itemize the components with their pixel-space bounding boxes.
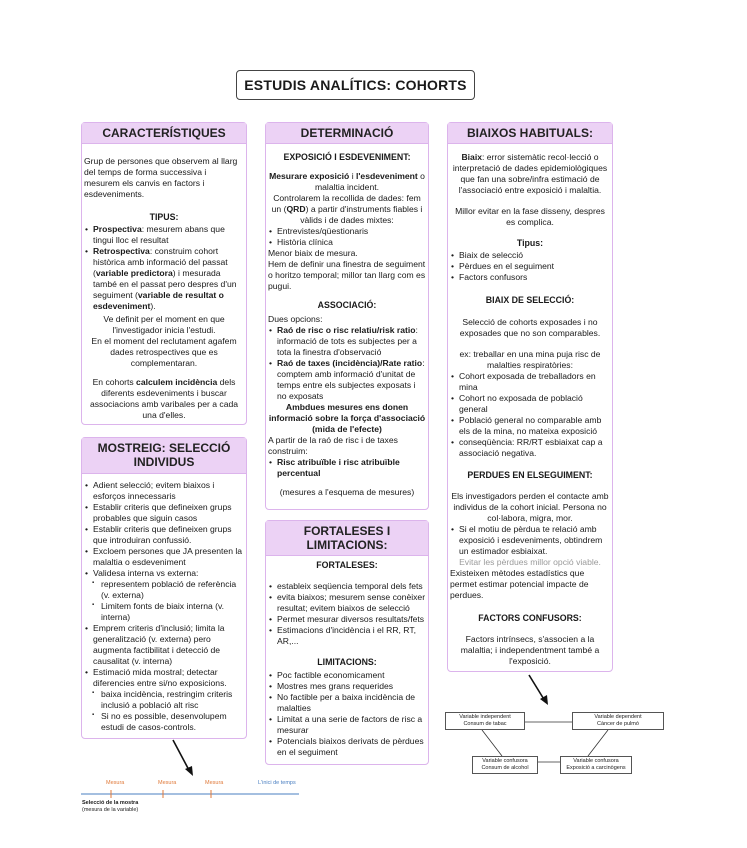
timeline-axis — [81, 788, 301, 800]
controlarem-text: Controlarem la recollida de dades: fem un (QRD) a partir d'instruments fiables i vàlids i de dades mixtes: — [271, 193, 423, 226]
card-heading: DETERMINACIÓ — [266, 123, 428, 144]
calcul-text: En cohorts calculem incidència dels diferents esdeveniments i buscar associacions amb varibales per a cada una d'elles. — [89, 377, 239, 421]
list-item: • Factors confusors — [450, 272, 610, 283]
apartir-text: A partir de la raó de risc i de taxes construim: — [268, 434, 398, 456]
timeline-caption: Selecció de la mostra (mesura de la variable) — [82, 800, 139, 814]
list-item: • Risc atribuïble i risc atribuïble percentual — [268, 457, 426, 479]
list-item: • Potencials biaixos derivats de pèrdues en el seguiment — [268, 736, 426, 758]
moment-text: Ve definit per el moment en que l'investigador inicia l'estudi. — [103, 314, 225, 336]
card-heading: CARACTERÍSTIQUES — [82, 123, 246, 144]
list-item: • Raó de risc o risc relatiu/risk ratio: informació de tots es subjectes per a tota la finestra d'observació — [268, 325, 426, 358]
list-item: • Emprem criteris d'inclusió; limita la generalització (v. externa) pero augmenta factibilitat i detecció de causalitat (v. interna) — [84, 623, 244, 667]
evitar-text: Evitar les pèrdues millor opció viable. — [459, 556, 601, 567]
diagram-box-confusora-2: Variable confusora Exposició a carcinògens — [560, 756, 632, 774]
list-item: • estableix seqüencia temporal dels fets — [268, 581, 426, 592]
list-item: • Entrevistes/qüestionaris — [268, 226, 426, 237]
diagram-box-dependent: Variable dependent Càncer de pulmó — [572, 712, 664, 730]
card-biaixos — [447, 122, 613, 672]
list-item: • Excloem persones que JA presenten la malaltia o esdeveniment — [84, 546, 244, 568]
limitacions-heading: LIMITACIONS: — [317, 657, 377, 668]
list-item: • Pèrdues en el seguiment — [450, 261, 610, 272]
esquema-text: (mesures a l'esquema de mesures) — [279, 486, 415, 497]
timeline-label: L'inici de temps — [258, 780, 296, 786]
perdues-heading: PERDUES EN ELSEGUIMENT: — [467, 469, 593, 480]
exposicio-heading: EXPOSICIÓ I ESDEVENIMENT: — [283, 152, 411, 162]
timeline-label: Mesura — [158, 780, 177, 786]
card-heading: MOSTREIG: SELECCIÓ INDIVIDUS — [82, 438, 246, 474]
list-item: ▪ Limitem fonts de biaix interna (v. interna) — [84, 601, 244, 623]
intro-text: Grup de persones que observem al llarg del temps de forma successiva i mesurem els canvis en factors i esdeveniments. — [84, 156, 238, 199]
confusors-heading: FACTORS CONFUSORS: — [478, 612, 582, 623]
millor-text: Millor evitar en la fase disseny, despres es complica. — [455, 206, 605, 227]
tipus-heading: Tipus: — [516, 238, 544, 248]
fortaleses-heading: FORTALESES: — [316, 560, 378, 570]
list-item: ▪ baixa incidència, restringim criteris inclusió a població alt risc — [84, 689, 244, 711]
card-heading: FORTALESES I LIMITACIONS: — [266, 521, 428, 556]
list-item: • Estimacions d'incidència i el RR, RT, AR,... — [268, 625, 426, 647]
diagram-box-independent: Variable independent Consum de tabac — [445, 712, 525, 730]
list-item: • Establir criteris que defineixen grups probables que siguin casos — [84, 502, 244, 524]
card-fortaleses — [265, 520, 429, 765]
list-item: • Mostres mes grans requerides — [268, 681, 426, 692]
associacio-heading: ASSOCIACIÓ: — [317, 300, 377, 311]
list-item: • No factible per a baixa incidència de malalties — [268, 692, 426, 714]
mesurare-text: Mesurare exposició i l'esdeveniment o malaltia incident. — [269, 171, 425, 193]
list-item: • Cohort exposada de treballadors en mina — [450, 371, 610, 393]
list-item: • Establir criteris que defineixen grups que introduiran confussió. — [84, 524, 244, 546]
list-item: • Història clínica — [268, 237, 426, 248]
timeline-label: Mesura — [205, 780, 224, 786]
existeixen-text: Existeixen mètodes estadístics que permet estimar potencial impacte de perdues. — [450, 567, 589, 600]
list-item: • Prospectiva: mesurem abans que tingui lloc el resultat — [84, 224, 244, 246]
arrow-icon — [170, 738, 196, 778]
list-item: • Raó de taxes (incidència)/Rate ratio: comptem amb informació d'unitat de temps entre els subjectes exposats i no exposats — [268, 358, 426, 402]
list-item: • Adient selecció; evitem biaixos i esforços innecessaris — [84, 480, 244, 502]
list-item: • conseqüència: RR/RT esbiaixat cap a associació negativa. — [450, 437, 610, 459]
biaix-def: Biaix: error sistemàtic recol·lecció o interpretació de dades epidemiològiques que fan una sobre/infra estimació de l'associació entre exposició i malaltia. — [452, 152, 608, 195]
timeline-label: Mesura — [106, 780, 125, 786]
list-item: • Retrospectiva: construim cohort històrica amb informació del passat (variable predictora) i mesurada també en el passat pero despres d'un seguiment (variable de resultat o esdeveniment). — [84, 246, 244, 312]
list-item: • Població general no comparable amb els de la mina, no mateixa exposició — [450, 415, 610, 437]
list-item: • Estimació mida mostral; detectar diferencies entre si/no exposicions. — [84, 667, 244, 689]
list-item: ▪ Si no es possible, desenvolupem estudi de casos-controls. — [84, 711, 244, 733]
seleccio-text: Selecció de cohorts exposades i no exposades que no son comparables. — [459, 316, 601, 338]
list-item: • Si el motiu de pèrdua te relació amb exposició i esdeveniments, obtindrem un estimador esbiaixat. — [450, 524, 610, 557]
seleccio-heading: BIAIX DE SELECCIÓ: — [485, 295, 575, 306]
tipus-heading: TIPUS: — [149, 212, 179, 222]
diagram-box-confusora: Variable confusora Consum de alcohol — [472, 756, 538, 774]
reclutament-text: En el moment del reclutament agafem dades retrospectives que es complementaran. — [91, 336, 237, 369]
dues-text: Dues opcions: — [268, 313, 323, 324]
finestra-text: Hem de definir una finestra de seguiment o horitzo temporal; millor tan llarg com es pugui. — [268, 259, 426, 292]
list-item: ▪ representem població de referència (v. externa) — [84, 579, 244, 601]
ex-text: ex: treballar en una mina puja risc de malalties respiratòries: — [459, 348, 601, 370]
list-item: • Cohort no exposada de població general — [450, 393, 610, 415]
perdues-text: Els investigadors perden el contacte amb individus de la cohort inicial. Persona no col·labora, migra, mor. — [451, 490, 609, 523]
list-item: • Permet mesurar diversos resultats/fets — [268, 614, 426, 625]
card-caracteristiques — [81, 122, 247, 425]
menor-text: Menor biaix de mesura. — [268, 248, 358, 259]
list-item: • Poc factible economicament — [268, 670, 426, 681]
page-title: ESTUDIS ANALÍTICS: COHORTS — [236, 70, 475, 100]
card-mostreig — [81, 437, 247, 739]
card-heading: BIAIXOS HABITUALS: — [448, 123, 612, 144]
list-item: • Validesa interna vs externa: — [84, 568, 244, 579]
ambdues-text: Ambdues mesures ens donen informació sobre la força d'associació (mida de l'efecte) — [268, 401, 426, 434]
confusors-text: Factors intrínsecs, s'associen a la malaltia; i independentment també a l'exposició. — [460, 634, 600, 666]
list-item: • Biaix de selecció — [450, 250, 610, 261]
card-determinacio — [265, 122, 429, 510]
list-item: • Limitat a una serie de factors de risc a mesurar — [268, 714, 426, 736]
list-item: • evita biaixos; mesurem sense conèixer resultat; evitem biaixos de selecció — [268, 592, 426, 614]
